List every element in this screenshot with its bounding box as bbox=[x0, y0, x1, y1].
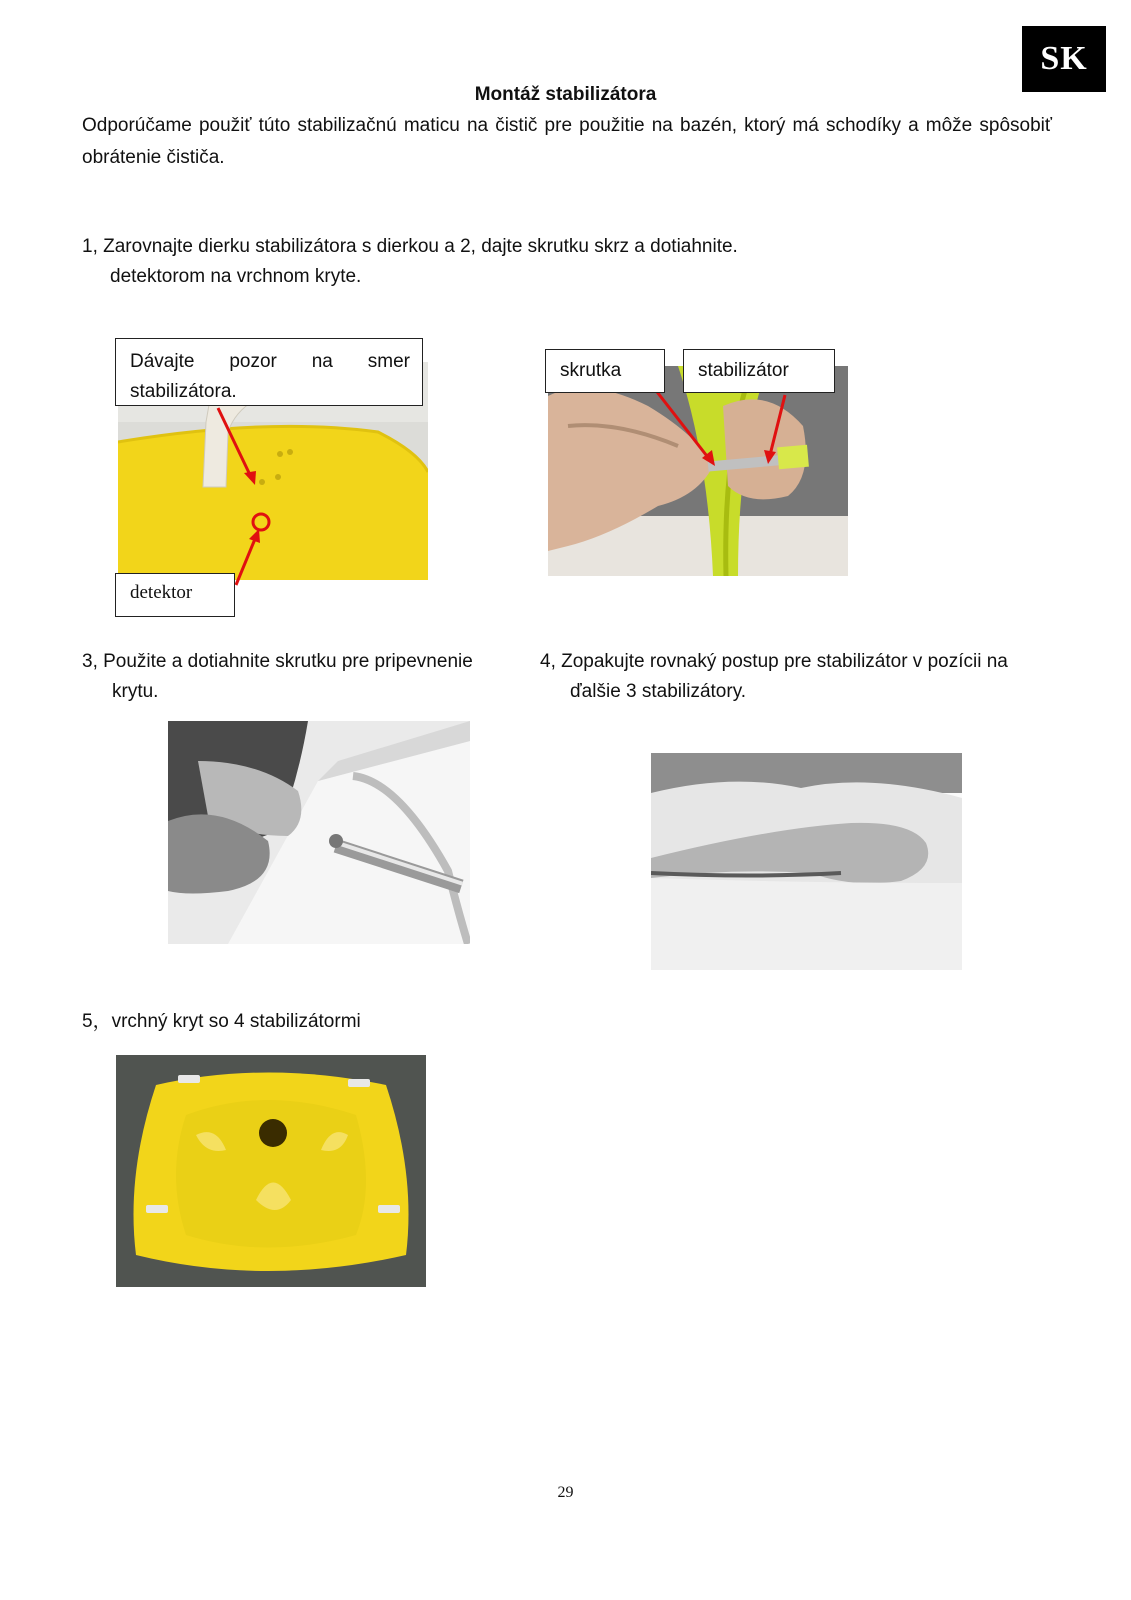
step-3-line-1: 3, Použite a dotiahnite skrutku pre pripevnenie bbox=[82, 651, 473, 672]
step-3-text bbox=[82, 647, 522, 707]
callout-direction: Dávajte pozor na smer stabilizátora. bbox=[115, 338, 423, 406]
direction-arrows bbox=[110, 395, 310, 595]
language-badge: SK bbox=[1022, 26, 1106, 92]
callout-stabilizer: stabilizátor bbox=[683, 349, 835, 393]
step-4-text bbox=[540, 647, 1060, 707]
step-1-text bbox=[82, 232, 738, 292]
photo-screwdriver bbox=[168, 721, 470, 944]
step-1-line-1: 1, Zarovnajte dierku stabilizátora s dierkou a 2, dajte skrutku skrz a dotiahnite. bbox=[82, 236, 738, 257]
photo-stabilizer-side bbox=[651, 753, 962, 970]
step-4-line-1: 4, Zopakujte rovnaký postup pre stabilizátor v pozícii na bbox=[540, 651, 1008, 672]
callout-detector: detektor bbox=[115, 573, 235, 617]
page-number: 29 bbox=[557, 1484, 574, 1501]
page-title: Montáž stabilizátora bbox=[474, 84, 657, 105]
step-3-line-2: krytu. bbox=[112, 681, 159, 702]
step-4-line-2: ďalšie 3 stabilizátory. bbox=[570, 681, 747, 702]
intro-paragraph: Odporúčame použiť túto stabilizačnú maticu na čistič pre použitie na bazén, ktorý má schodíky a môže spôsobiť obrátenie čističa. bbox=[82, 115, 1052, 168]
step-1-line-2: detektorom na vrchnom kryte. bbox=[110, 266, 362, 287]
callout-screw: skrutka bbox=[545, 349, 665, 393]
photo-top-cover bbox=[116, 1055, 426, 1287]
step-5-text: 5，vrchný kryt so 4 stabilizátormi bbox=[82, 1011, 361, 1032]
